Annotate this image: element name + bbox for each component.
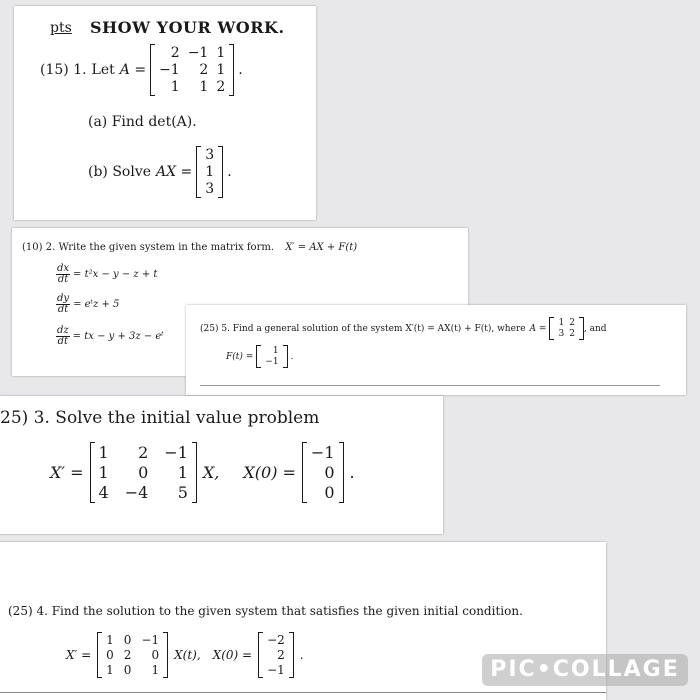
matrix-entry: −1: [267, 663, 285, 677]
matrix-entry: 1: [151, 663, 160, 677]
problem-5-card: [186, 305, 686, 395]
problem-1-number: (15) 1.: [40, 62, 87, 78]
equation-y-rhs: = eᵗz + 5: [73, 299, 120, 310]
problem-1-statement: [40, 44, 243, 96]
matrix-entry: 1: [106, 633, 114, 647]
problem-3-equation: [50, 442, 355, 503]
matrix-entry: 3: [205, 181, 215, 197]
matrix-entry: 0: [324, 463, 335, 482]
matrix-entry: 0: [123, 663, 132, 677]
period: .: [290, 351, 294, 362]
let-word: Let: [91, 62, 115, 78]
matrix-entry: 1: [98, 463, 109, 482]
matrix-entry: 1: [216, 45, 226, 61]
matrix-entry: 5: [177, 483, 188, 502]
part-b-statement: [88, 146, 232, 198]
problem-2-statement: [22, 242, 357, 253]
x-of-t: X(t),: [174, 648, 201, 662]
problem-2-number: (10) 2.: [22, 242, 56, 253]
matrix-entry: −1: [141, 633, 160, 647]
vector-f: [256, 345, 287, 368]
derivative-dz-dt: $\frac{dz}{dt}$: [57, 325, 69, 347]
matrix-form-equation: X′ = AX + F(t): [285, 242, 358, 253]
forcing-function: [226, 345, 293, 368]
header-title: SHOW YOUR WORK.: [90, 18, 285, 37]
matrix-entry: 2: [199, 62, 209, 78]
matrix-entry: 1: [106, 663, 114, 677]
matrix-entry: −4: [124, 483, 149, 502]
f-equals: F(t) =: [226, 351, 254, 362]
matrix-entry: −1: [187, 45, 209, 61]
problem-4-title: (25) 4. Find the solution to the given system that satisfies the given initial condition.: [8, 604, 523, 618]
derivative-dx-dt: $\frac{dx}{dt}$: [57, 263, 70, 285]
vector-initial: [302, 442, 344, 503]
matrix-entry: 1: [98, 443, 109, 462]
matrix-entry: 0: [151, 648, 160, 662]
initial-condition-label: X(0) =: [243, 463, 296, 482]
matrix-entry: 2: [138, 443, 149, 462]
matrix-entry: 1: [170, 79, 180, 95]
x-prime-equals: X′ =: [50, 463, 84, 482]
matrix-entry: 2: [170, 45, 180, 61]
matrix-entry: 0: [324, 483, 335, 502]
problem-2-instruction: Write the given system in the matrix form.: [58, 242, 275, 253]
matrix-entry: 2: [123, 648, 132, 662]
matrix-entry: −1: [310, 443, 335, 462]
matrix-entry: 4: [98, 483, 109, 502]
vector-b: [196, 146, 223, 198]
period: .: [299, 648, 304, 662]
matrix-a: [150, 44, 234, 96]
matrix-entry: 1: [199, 79, 209, 95]
matrix-entry: 0: [138, 463, 149, 482]
period: .: [238, 62, 243, 78]
matrix-entry: −1: [265, 357, 279, 367]
matrix-entry: −2: [267, 633, 285, 647]
part-b-label: (b) Solve: [88, 164, 152, 180]
equation-x-rhs: = t²x − y − z + t: [73, 269, 158, 280]
matrix-entry: 2: [569, 318, 575, 328]
matrix-entry: −1: [164, 443, 188, 462]
matrix-entry: 0: [123, 633, 132, 647]
and-word: , and: [583, 323, 607, 334]
matrix-entry: 2: [569, 329, 575, 339]
vector-initial: [258, 632, 294, 678]
problem-3-title: 25) 3. Solve the initial value problem: [0, 408, 320, 428]
matrix-entry: 1: [272, 346, 279, 356]
matrix-entry: 1: [558, 318, 565, 328]
matrix-entry: 3: [205, 147, 215, 163]
matrix-entry: 1: [205, 164, 215, 180]
divider-line: [200, 385, 660, 386]
x-variable: X,: [202, 463, 220, 482]
problem-1-card: [14, 6, 316, 220]
matrix-entry: 3: [558, 329, 565, 339]
problem-3-card: [0, 396, 443, 534]
equation-x: [56, 264, 157, 285]
matrix-entry: 1: [177, 463, 188, 482]
a-equals: A =: [119, 62, 147, 78]
period: .: [227, 164, 232, 180]
initial-condition-label: X(0) =: [212, 648, 253, 662]
matrix-entry: 2: [277, 648, 285, 662]
divider-line: [0, 692, 606, 693]
pts-label: pts: [50, 20, 72, 36]
x-prime-equals: X′ =: [66, 648, 92, 662]
matrix-entry: 1: [216, 62, 226, 78]
matrix-coefficients: [97, 632, 168, 678]
derivative-dy-dt: $\frac{dy}{dt}$: [57, 293, 70, 315]
problem-5-text: (25) 5. Find a general solution of the system X′(t) = AX(t) + F(t), where: [200, 323, 526, 334]
matrix-entry: 2: [216, 79, 226, 95]
problem-5-statement: [200, 317, 607, 340]
part-a-text: (a) Find det(A).: [88, 114, 197, 130]
equation-z-rhs: = tx − y + 3z − eᵗ: [72, 331, 164, 342]
equation-z: [56, 326, 164, 347]
pic-collage-watermark: PIC•COLLAGE: [482, 654, 688, 686]
matrix-entry: 0: [106, 648, 114, 662]
period: .: [349, 463, 355, 482]
matrix-coefficients: [90, 442, 197, 503]
equation-y: [56, 294, 119, 315]
matrix-entry: −1: [159, 62, 180, 78]
problem-4-equation: [66, 632, 304, 678]
a-equals: A =: [529, 323, 547, 334]
ax-equals: AX =: [156, 164, 193, 180]
matrix-a: [549, 317, 583, 340]
